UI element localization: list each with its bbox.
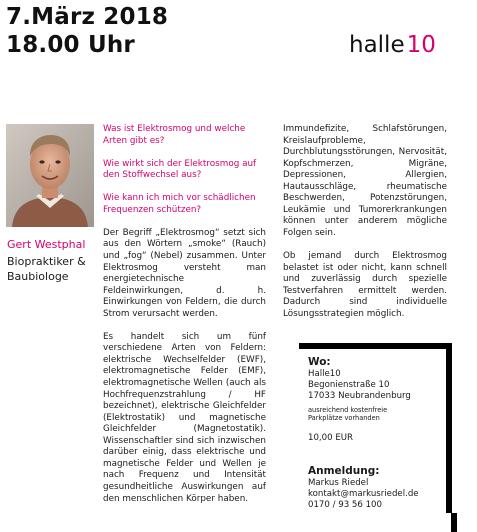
location-heading: Wo: — [308, 356, 331, 368]
paragraph-definition: Der Begriff „Elektrosmog“ setzt sich aus den Wörtern „smoke“ (Rauch) und „fog“ (Nebel) zusammen. Unter Elektrosmog versteht man energietechnische Feldeinwirkungen, d. h. Einwirkungen von Feldern, die durch Strom verursacht werden. — [103, 227, 266, 319]
location-city: 17033 Neubrandenburg — [308, 391, 411, 401]
speaker-role-line1: Biopraktiker & — [7, 255, 86, 268]
question-3: Wie kann ich mich vor schädlichen Frequenzen schützen? — [103, 193, 256, 215]
venue-logo — [349, 31, 436, 60]
parking-note-line1: ausreichend kostenfreie — [308, 406, 388, 414]
contact-box-frame — [299, 513, 457, 532]
price: 10,00 EUR — [308, 433, 354, 443]
registration-heading: Anmeldung: — [308, 465, 380, 477]
article-column-right — [283, 124, 447, 332]
location-name: Halle10 — [308, 369, 341, 379]
paragraph-testing: Ob jemand durch Elektrosmog belastet ist oder nicht, kann schnell und zuverlässig durch spezielle Testverfahren ermittelt werden. Dadurch sind individuelle Lösungsstrategien möglich. — [283, 251, 447, 319]
logo-number: 10 — [406, 32, 436, 58]
parking-note-line2: Parkplätze vorhanden — [308, 414, 380, 422]
event-time: 18.00 Uhr — [6, 32, 135, 58]
paragraph-symptoms: Immundefizite, Schlafstörungen, Kreislaufprobleme, Durchblutungsstörungen, Nervosität, Kopfschmerzen, Migräne, Depressionen, Allergien, Hautausschläge, rheumatische Beschwerden, Potenzstörungen, Leukämie und Tumorerkrankungen können unter anderem mögliche Folgen sein. — [283, 124, 447, 238]
speaker-name: Gert Westphal — [7, 238, 86, 251]
paragraph-field-types: Es handelt sich um fünf verschiedene Arten von Feldern: elektrische Wechselfelder (EWF), elektromagnetische Felder (EMF), elektromagnetische Wellen (auch als Hochfrequenzstrahlung / HF bezeichnet), elektrische Gleichfelder (Elektrostatik) und magnetische Gleichfelder (Magnetostatik). Wissenschaftler sind sich inzwischen darüber einig, dass elektrische und magnetische Felder und Wellen je nach Frequenz und Intensität gesundheitliche Auswirkungen auf den menschlichen Körper haben. — [103, 331, 266, 504]
event-date: 7.März 2018 — [6, 4, 169, 30]
registration-phone[interactable]: 0170 / 93 56 100 — [308, 500, 382, 510]
speaker-role — [7, 255, 102, 284]
registration-email[interactable]: kontakt@markusriedel.de — [308, 489, 419, 499]
question-2: Wie wirkt sich der Elektrosmog auf den Stoffwechsel aus? — [103, 158, 257, 181]
article-column-middle — [103, 124, 266, 517]
speaker-photo — [6, 124, 94, 227]
question-1: Was ist Elektrosmog und welche Arten gibt es? — [103, 124, 246, 146]
speaker-role-line2: Baubiologe — [7, 269, 69, 283]
contact-box — [299, 343, 452, 519]
logo-word: halle — [349, 32, 405, 58]
location-street: Begonienstraße 10 — [308, 380, 390, 390]
registration-name: Markus Riedel — [308, 478, 369, 488]
